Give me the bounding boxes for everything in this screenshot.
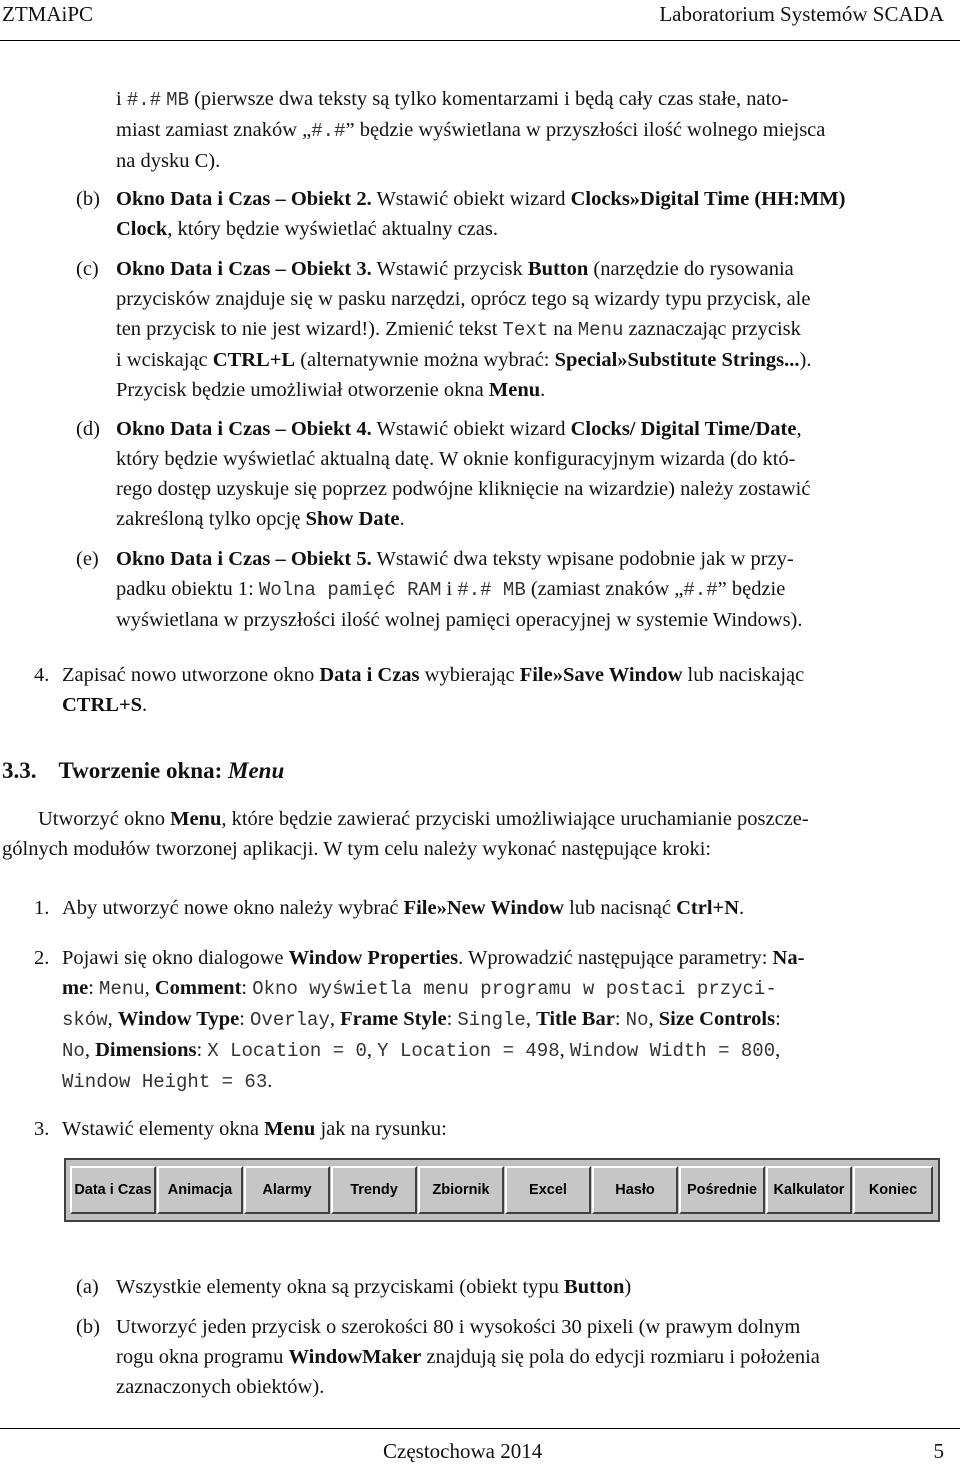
- sub-item-a: Wszystkie elementy okna są przyciskami (obiekt typu Button): [116, 1276, 632, 1298]
- section-title: Tworzenie okna:: [58, 758, 223, 783]
- text-line: Utworzyć jeden przycisk o szerokości 80 i wysokości 30 pixeli (w prawym dolnym: [116, 1316, 801, 1338]
- footer-center: Częstochowa 2014: [383, 1439, 543, 1463]
- text-line: i wciskając CTRL+L (alternatywnie można wybrać: Special»Substitute Strings...).: [116, 349, 812, 371]
- intro-paragraph: Utworzyć okno Menu, które będzie zawierać przyciski umożliwiające uruchamianie poszcze- gólnych modułów tworzonej aplikacji. W tym celu należy wykonać następujące kroki:: [2, 808, 809, 860]
- step-2: [62, 943, 954, 1097]
- step-3: Wstawić elementy okna Menu jak na rysunku:: [62, 1118, 447, 1140]
- text-line: ten przycisk to nie jest wizard!). Zmienić tekst Text na Menu zaznaczając przycisk: [116, 318, 801, 341]
- text-line: Window Height = 63.: [62, 1070, 273, 1093]
- list-marker: 3.: [34, 1118, 50, 1140]
- list-marker: (a): [76, 1276, 99, 1298]
- list-marker: (e): [76, 548, 99, 570]
- text-line: i #.# MB (pierwsze dwa teksty są tylko komentarzami i będą cały czas stałe, nato-: [116, 88, 789, 111]
- text-line: wyświetlana w przyszłości ilość wolnej pamięci operacyjnej w systemie Windows).: [116, 609, 803, 631]
- menu-button-haslo[interactable]: Hasło: [592, 1166, 678, 1214]
- item-c: [116, 254, 952, 405]
- text-line: No, Dimensions: X Location = 0, Y Location = 498, Window Width = 800,: [62, 1039, 781, 1062]
- text-line: Pojawi się okno dialogowe Window Properties. Wprowadzić następujące parametry: Na-: [62, 947, 805, 969]
- text-line: sków, Window Type: Overlay, Frame Style: Single, Title Bar: No, Size Controls:: [62, 1008, 781, 1031]
- step-1: Aby utworzyć nowe okno należy wybrać File»New Window lub nacisnąć Ctrl+N.: [62, 897, 745, 919]
- menu-button-zbiornik[interactable]: Zbiornik: [418, 1166, 504, 1214]
- list-marker: (d): [76, 418, 100, 440]
- text-line: przycisków znajduje się w pasku narzędzi, oprócz tego są wizardy typu przycisk, ale: [116, 288, 811, 310]
- item-e: [116, 544, 952, 635]
- text-line: Clock, który będzie wyświetlać aktualny czas.: [116, 218, 498, 240]
- text-line: miast zamiast znaków „#.#” będzie wyświetlana w przyszłości ilość wolnego miejsca: [116, 119, 826, 142]
- list-marker: 4.: [34, 664, 50, 686]
- menu-button-data-i-czas[interactable]: Data i Czas: [70, 1166, 156, 1214]
- list-marker: (c): [76, 258, 99, 280]
- menu-button-alarmy[interactable]: Alarmy: [244, 1166, 330, 1214]
- section-number: 3.3.: [2, 758, 37, 783]
- menu-button-koniec[interactable]: Koniec: [853, 1166, 933, 1214]
- menu-window-figure: [64, 1158, 940, 1222]
- text-line: Okno Data i Czas – Obiekt 3. Wstawić przycisk Button (narzędzie do rysowania: [116, 258, 794, 280]
- section-heading: [2, 758, 284, 784]
- text-line: Przycisk będzie umożliwiał otworzenie okna Menu.: [116, 379, 546, 401]
- text-line: Okno Data i Czas – Obiekt 2. Wstawić obiekt wizard Clocks»Digital Time (HH:MM): [116, 188, 846, 210]
- list-marker: 2.: [34, 947, 50, 969]
- header-right: Laboratorium Systemów SCADA: [659, 2, 944, 26]
- text-line: który będzie wyświetlać aktualną datę. W oknie konfiguracyjnym wizarda (do któ-: [116, 448, 796, 470]
- step-4: Zapisać nowo utworzone okno Data i Czas wybierając File»Save Window lub naciskając CTRL+S.: [62, 664, 805, 716]
- menu-button-animacja[interactable]: Animacja: [157, 1166, 243, 1214]
- sub-item-b: [116, 1312, 952, 1402]
- text-line: padku obiektu 1: Wolna pamięć RAM i #.# MB (zamiast znaków „#.#” będzie: [116, 578, 786, 601]
- text-line: rogu okna programu WindowMaker znajdują się pola do edycji rozmiaru i położenia: [116, 1346, 820, 1368]
- menu-button-posrednie[interactable]: Pośrednie: [679, 1166, 765, 1214]
- section-title-italic: Menu: [228, 758, 285, 783]
- item-b: [116, 184, 960, 244]
- list-marker: (b): [76, 188, 100, 210]
- text-line: zakreśloną tylko opcję Show Date.: [116, 508, 405, 530]
- text-line: Okno Data i Czas – Obiekt 5. Wstawić dwa teksty wpisane podobnie jak w przy-: [116, 548, 794, 570]
- list-marker: (b): [76, 1316, 100, 1338]
- header-left: ZTMAiPC: [2, 2, 94, 26]
- list-marker: 1.: [34, 897, 50, 919]
- menu-button-excel[interactable]: Excel: [505, 1166, 591, 1214]
- page-header: [0, 0, 960, 41]
- item-d: [116, 414, 952, 534]
- page-footer: [0, 1428, 960, 1469]
- menu-button-kalkulator[interactable]: Kalkulator: [766, 1166, 852, 1214]
- item-a-continuation: [116, 84, 952, 176]
- text-line: me: Menu, Comment: Okno wyświetla menu programu w postaci przyci-: [62, 977, 777, 1000]
- text-line: na dysku C).: [116, 150, 221, 172]
- text-line: rego dostęp uzyskuje się poprzez podwójne kliknięcie na wizardzie) należy zostawić: [116, 478, 811, 500]
- text-line: Okno Data i Czas – Obiekt 4. Wstawić obiekt wizard Clocks/ Digital Time/Date,: [116, 418, 802, 440]
- page-number: 5: [933, 1439, 944, 1463]
- text-line: zaznaczonych obiektów).: [116, 1376, 325, 1398]
- menu-button-trendy[interactable]: Trendy: [331, 1166, 417, 1214]
